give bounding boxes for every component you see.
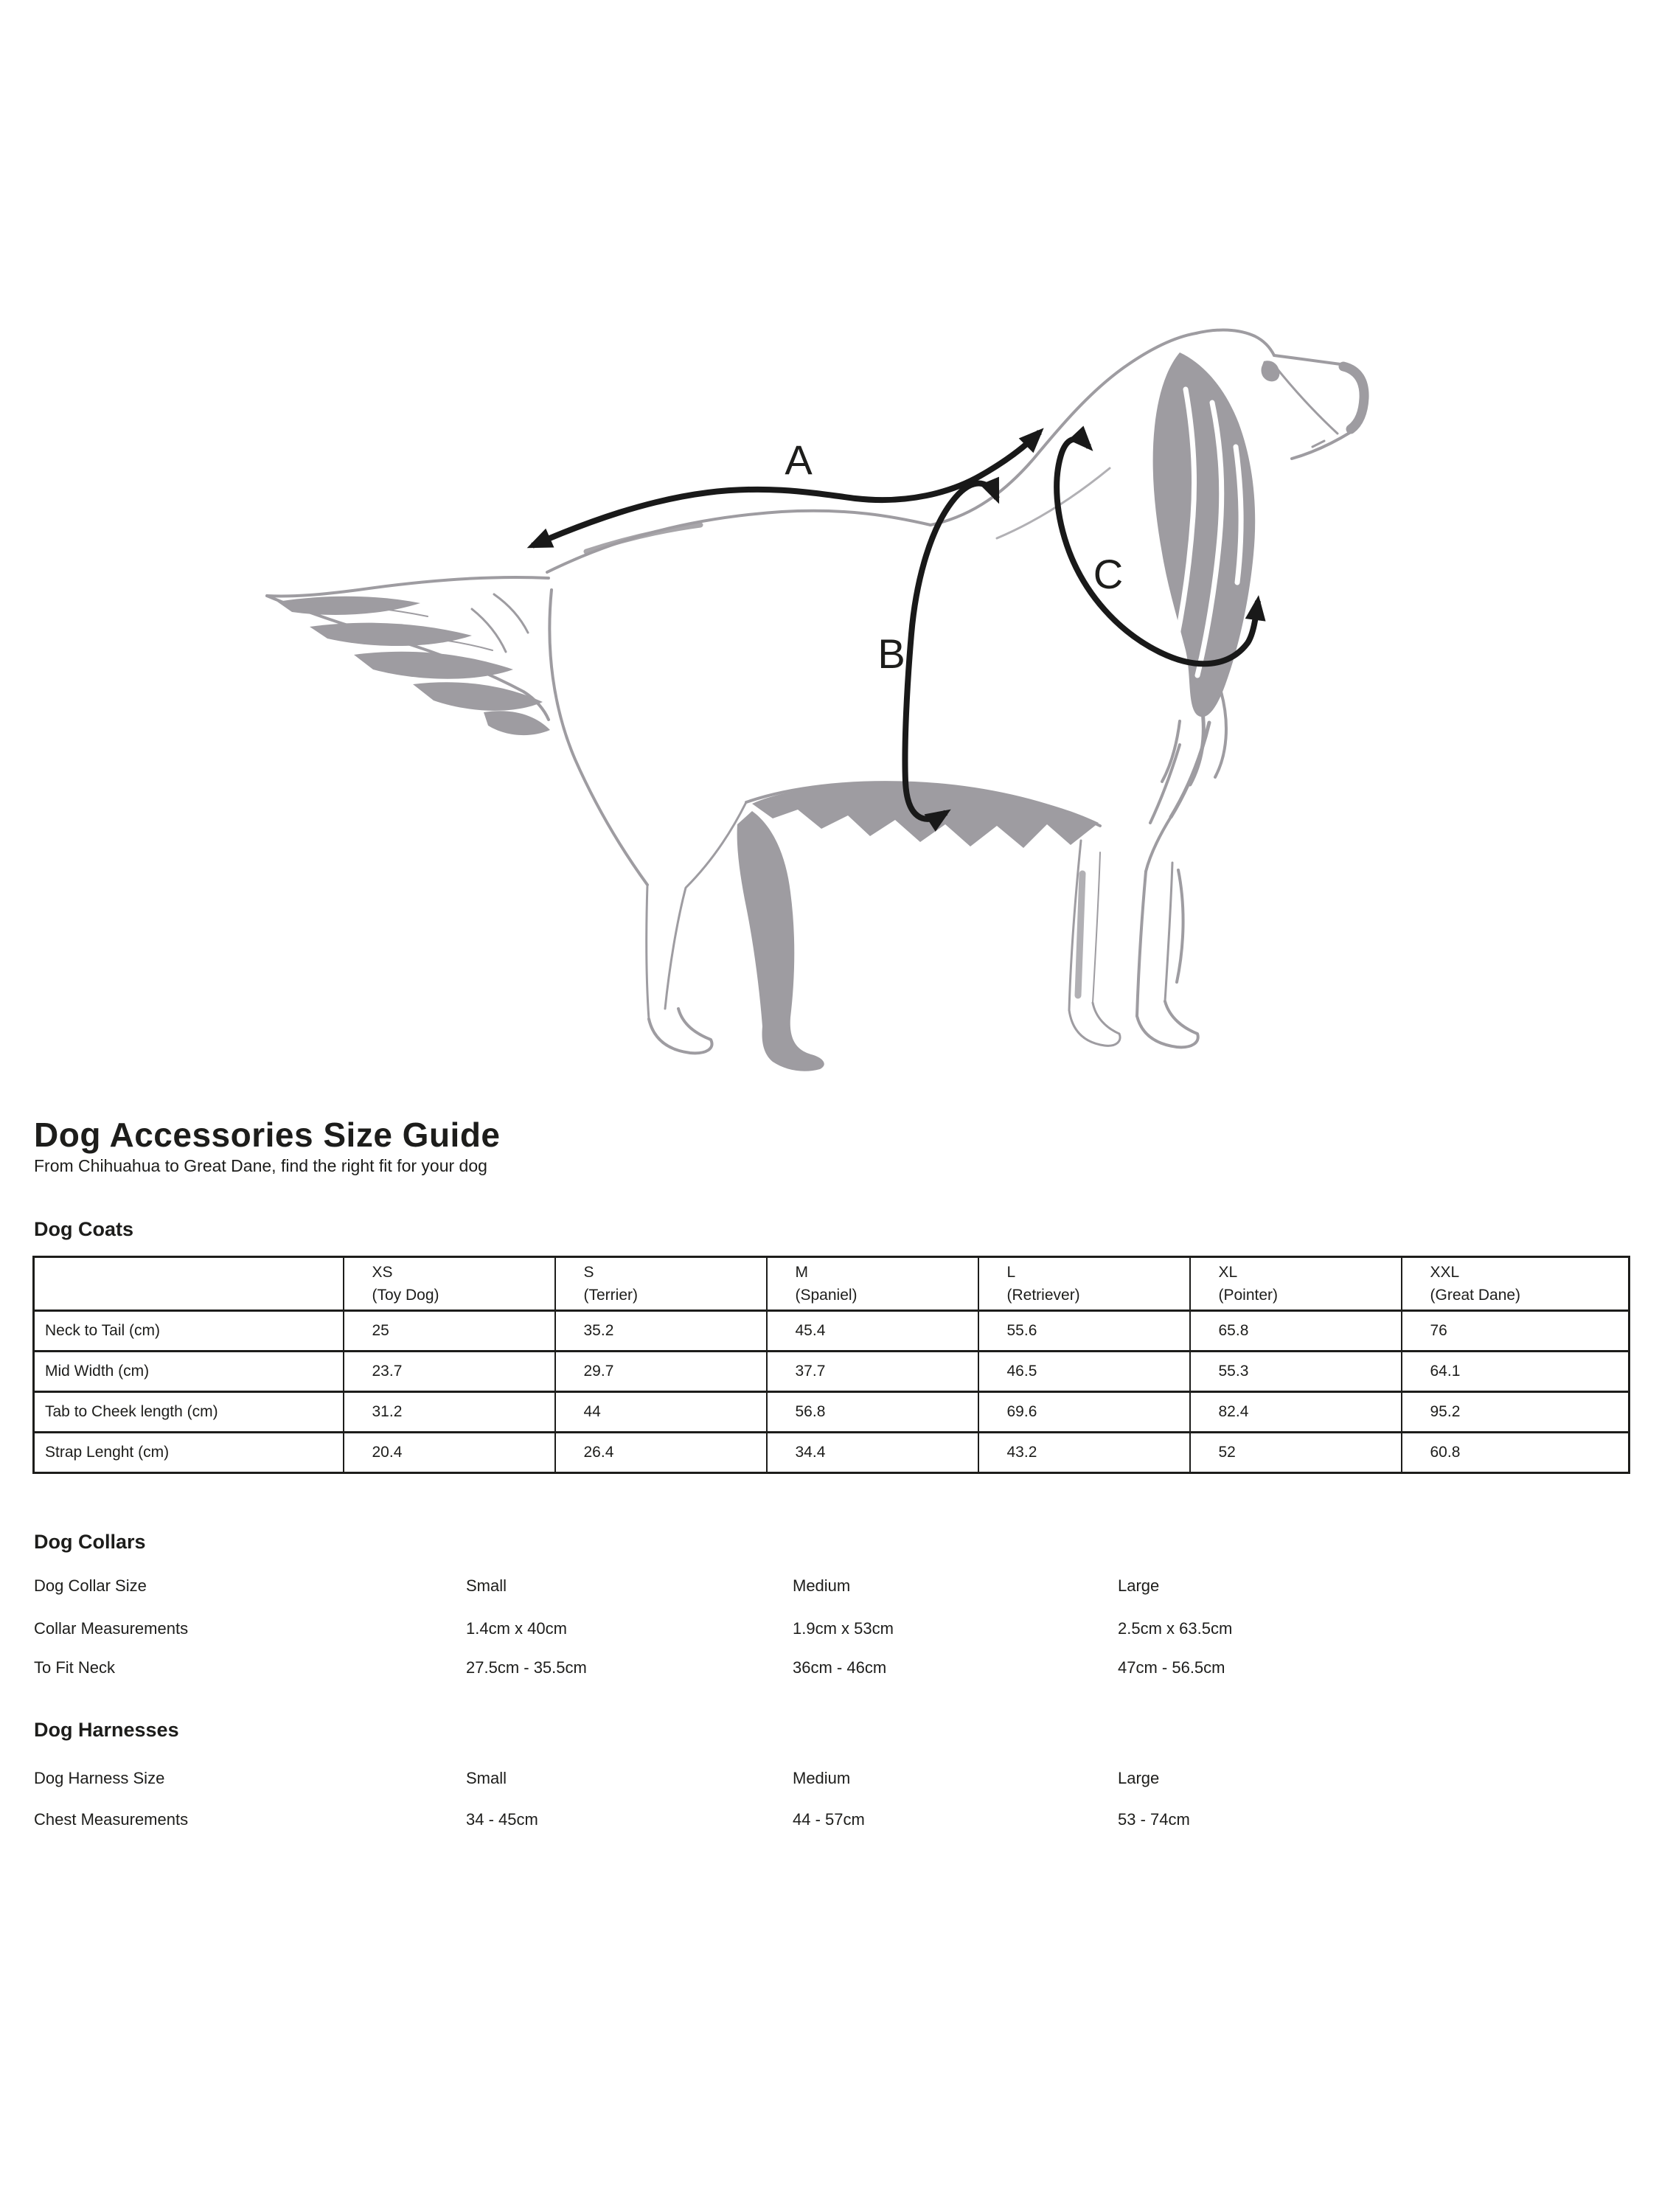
harness-chest-large: 53 - 74cm bbox=[1118, 1810, 1190, 1829]
coat-breed-label: (Pointer) bbox=[1218, 1287, 1279, 1304]
coat-value: 55.6 bbox=[978, 1311, 1190, 1352]
coat-breed-label: (Toy Dog) bbox=[372, 1287, 439, 1304]
coat-col-header-l bbox=[978, 1257, 1190, 1311]
table-row-mid-width bbox=[34, 1352, 1630, 1392]
harness-size-large: Large bbox=[1118, 1769, 1160, 1787]
coat-value: 64.1 bbox=[1402, 1352, 1630, 1392]
collars-heading: Dog Collars bbox=[34, 1531, 146, 1553]
collar-fit-medium: 36cm - 46cm bbox=[793, 1658, 887, 1677]
coat-col-header-xl bbox=[1190, 1257, 1402, 1311]
coat-value: 26.4 bbox=[555, 1433, 767, 1473]
dog-measurement-diagram bbox=[0, 0, 1659, 1091]
collar-size-small: Small bbox=[466, 1576, 507, 1595]
collar-size-large: Large bbox=[1118, 1576, 1160, 1595]
measurement-label-c: C bbox=[1093, 551, 1124, 597]
collar-fit-neck-row bbox=[0, 1660, 1659, 1682]
coat-value: 45.4 bbox=[767, 1311, 978, 1352]
coat-value: 60.8 bbox=[1402, 1433, 1630, 1473]
coat-breed-label: (Great Dane) bbox=[1430, 1287, 1521, 1304]
collar-measurement-large: 2.5cm x 63.5cm bbox=[1118, 1619, 1233, 1638]
coats-empty-header-cell bbox=[34, 1257, 344, 1311]
collar-size-row bbox=[0, 1578, 1659, 1600]
coat-value: 46.5 bbox=[978, 1352, 1190, 1392]
coats-header-row bbox=[34, 1257, 1630, 1311]
coat-value: 37.7 bbox=[767, 1352, 978, 1392]
coat-row-label: Tab to Cheek length (cm) bbox=[34, 1392, 344, 1433]
table-row-neck-to-tail bbox=[34, 1311, 1630, 1352]
measurement-label-a: A bbox=[785, 437, 813, 483]
coat-row-label: Mid Width (cm) bbox=[34, 1352, 344, 1392]
harness-size-row bbox=[0, 1770, 1659, 1792]
coat-value: 52 bbox=[1190, 1433, 1402, 1473]
coat-value: 25 bbox=[344, 1311, 555, 1352]
coat-value: 82.4 bbox=[1190, 1392, 1402, 1433]
coat-breed-label: (Terrier) bbox=[583, 1287, 638, 1304]
coat-value: 43.2 bbox=[978, 1433, 1190, 1473]
collar-fit-large: 47cm - 56.5cm bbox=[1118, 1658, 1225, 1677]
coat-row-label: Strap Lenght (cm) bbox=[34, 1433, 344, 1473]
harness-chest-row bbox=[0, 1812, 1659, 1834]
coat-breed-label: (Retriever) bbox=[1006, 1287, 1080, 1304]
coat-value: 55.3 bbox=[1190, 1352, 1402, 1392]
measurement-arrows bbox=[532, 432, 1258, 819]
dog-sketch bbox=[267, 330, 1364, 1071]
coat-value: 44 bbox=[555, 1392, 767, 1433]
harness-size-medium: Medium bbox=[793, 1769, 851, 1787]
collar-measurement-small: 1.4cm x 40cm bbox=[466, 1619, 567, 1638]
coat-value: 23.7 bbox=[344, 1352, 555, 1392]
coat-value: 65.8 bbox=[1190, 1311, 1402, 1352]
harness-chest-medium: 44 - 57cm bbox=[793, 1810, 865, 1829]
collar-row-label: Dog Collar Size bbox=[34, 1576, 147, 1595]
coats-heading: Dog Coats bbox=[34, 1218, 133, 1240]
coat-value: 56.8 bbox=[767, 1392, 978, 1433]
harnesses-heading: Dog Harnesses bbox=[34, 1719, 179, 1741]
coat-value: 69.6 bbox=[978, 1392, 1190, 1433]
coat-value: 29.7 bbox=[555, 1352, 767, 1392]
collar-fit-small: 27.5cm - 35.5cm bbox=[466, 1658, 587, 1677]
collar-measurement-medium: 1.9cm x 53cm bbox=[793, 1619, 894, 1638]
coat-value: 20.4 bbox=[344, 1433, 555, 1473]
coat-col-header-m bbox=[767, 1257, 978, 1311]
harness-row-label: Dog Harness Size bbox=[34, 1769, 165, 1787]
measurement-label-b: B bbox=[877, 630, 905, 677]
coat-col-header-xxl bbox=[1402, 1257, 1630, 1311]
coat-value: 76 bbox=[1402, 1311, 1630, 1352]
coat-size-label: S bbox=[583, 1264, 594, 1281]
coats-size-table bbox=[32, 1256, 1630, 1474]
coat-size-label: XS bbox=[372, 1264, 393, 1281]
page-title: Dog Accessories Size Guide bbox=[34, 1116, 501, 1154]
coat-col-header-xs bbox=[344, 1257, 555, 1311]
harness-row-label: Chest Measurements bbox=[34, 1810, 189, 1829]
coat-value: 95.2 bbox=[1402, 1392, 1630, 1433]
harness-chest-small: 34 - 45cm bbox=[466, 1810, 538, 1829]
coat-col-header-s bbox=[555, 1257, 767, 1311]
coat-size-label: XL bbox=[1218, 1264, 1238, 1281]
page-subtitle: From Chihuahua to Great Dane, find the right fit for your dog bbox=[34, 1156, 487, 1175]
table-row-tab-to-cheek bbox=[34, 1392, 1630, 1433]
coat-value: 31.2 bbox=[344, 1392, 555, 1433]
harness-size-small: Small bbox=[466, 1769, 507, 1787]
coat-size-label: M bbox=[795, 1264, 808, 1281]
coat-value: 34.4 bbox=[767, 1433, 978, 1473]
collar-row-label: Collar Measurements bbox=[34, 1619, 189, 1638]
table-row-strap-length bbox=[34, 1433, 1630, 1473]
collar-size-medium: Medium bbox=[793, 1576, 851, 1595]
coat-breed-label: (Spaniel) bbox=[795, 1287, 858, 1304]
coat-value: 35.2 bbox=[555, 1311, 767, 1352]
collar-measurements-row bbox=[0, 1621, 1659, 1643]
coat-row-label: Neck to Tail (cm) bbox=[34, 1311, 344, 1352]
collar-row-label: To Fit Neck bbox=[34, 1658, 116, 1677]
coat-size-label: L bbox=[1006, 1264, 1016, 1281]
arrow-b-chest-girth bbox=[905, 484, 997, 819]
coat-size-label: XXL bbox=[1430, 1264, 1460, 1281]
